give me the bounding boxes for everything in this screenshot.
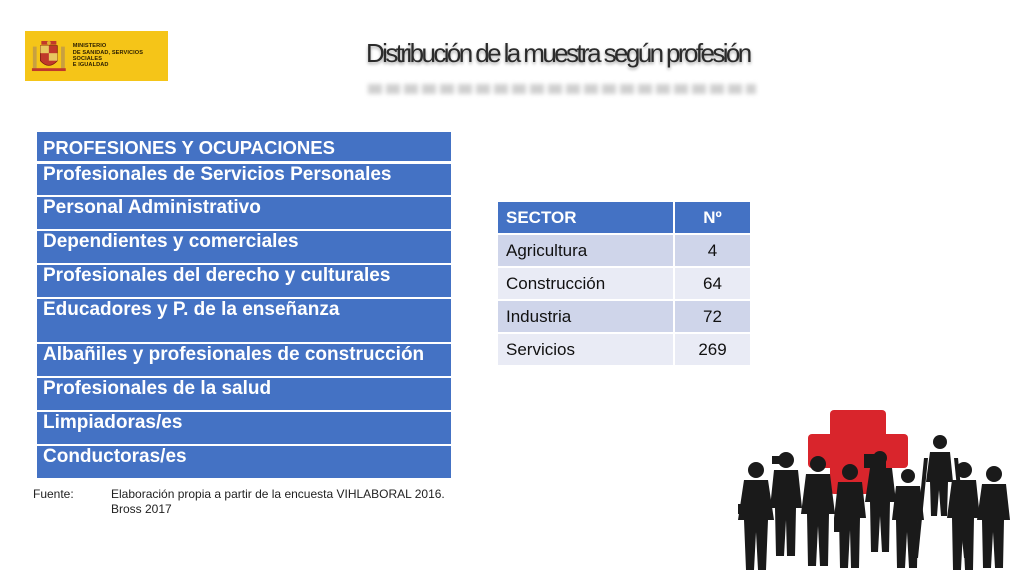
profession-row: Profesionales de la salud [37,377,451,411]
blurred-subtitle [368,84,756,94]
sector-name: Servicios [498,333,674,366]
source-line-2: Bross 2017 [111,502,172,516]
page-title: Distribución de la muestra según profesión [366,38,750,68]
table-row [498,234,750,267]
professions-table [37,132,451,480]
profession-row: Dependientes y comerciales [37,230,451,264]
profession-row: Profesionales de Servicios Personales [37,162,451,196]
profession-row: Limpiadoras/es [37,411,451,445]
sector-table [498,202,750,367]
workers-silhouette-illustration [728,408,1024,576]
sector-count: 4 [674,234,750,267]
sector-name: Industria [498,300,674,333]
sector-count: 64 [674,267,750,300]
ministry-logo [25,31,168,81]
professions-header: PROFESIONES Y OCUPACIONES [37,132,451,162]
profession-row: Profesionales del derecho y culturales [37,264,451,298]
profession-row: Conductoras/es [37,445,451,479]
sector-header: SECTOR [498,202,674,234]
profession-row: Albañiles y profesionales de construcción [37,343,451,377]
sector-name: Agricultura [498,234,674,267]
profession-row: Educadores y P. de la enseñanza [37,298,451,343]
source-label: Fuente: [33,487,74,501]
source-line-1: Elaboración propia a partir de la encuesta VIHLABORAL 2016. [111,487,445,501]
source-text [111,487,471,517]
count-header: Nº [674,202,750,234]
ministry-name: MINISTERIO DE SANIDAD, SERVICIOS SOCIALES E IGUALDAD [72,43,144,69]
table-row [498,333,750,366]
table-row [498,267,750,300]
sector-name: Construcción [498,267,674,300]
table-row [498,300,750,333]
coat-of-arms-icon [31,36,67,76]
sector-count: 269 [674,333,750,366]
profession-row: Personal Administrativo [37,196,451,230]
sector-count: 72 [674,300,750,333]
